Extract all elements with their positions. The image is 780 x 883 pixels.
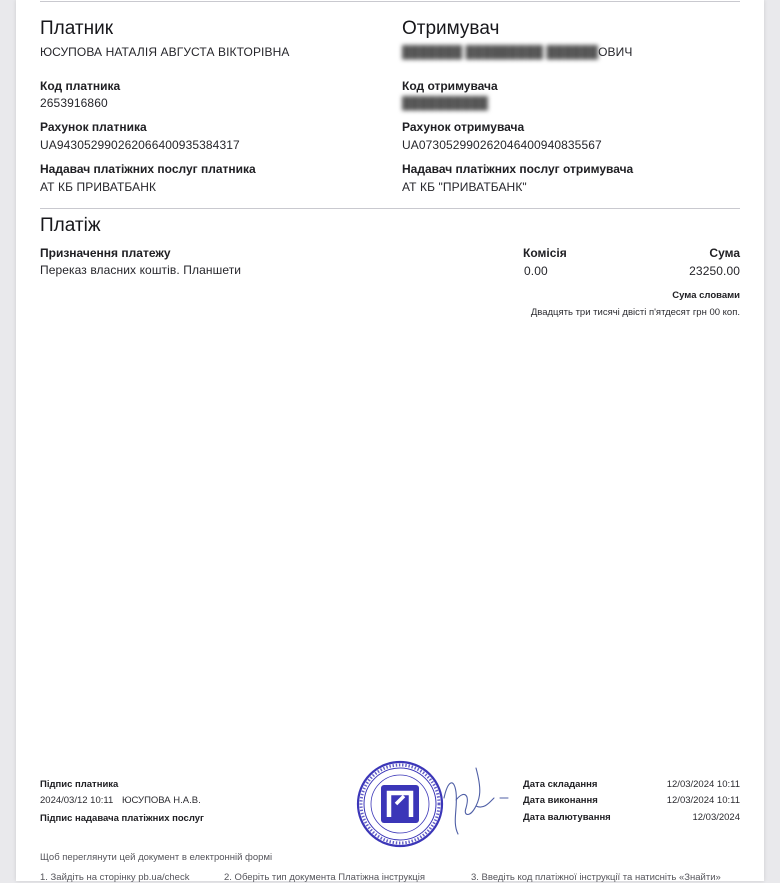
footer-step-2: 2. Оберіть тип документа Платіжна інструкція (224, 872, 425, 883)
bank-stamp-seal (356, 760, 444, 848)
date-created-value: 12/03/2024 10:11 (666, 779, 740, 790)
date-executed-value: 12/03/2024 10:11 (666, 795, 740, 806)
recipient-name-suffix: ОВИЧ (598, 45, 633, 59)
date-value-value: 12/03/2024 (692, 812, 740, 823)
view-note: Щоб переглянути цей документ в електронній формі (40, 852, 273, 863)
payer-heading: Платник (40, 18, 114, 39)
amount-words-value: Двадцять три тисячі двісті п'ятдесят грн 00 коп. (530, 307, 740, 318)
payer-code-label: Код платника (40, 79, 121, 93)
payer-code: 2653916860 (40, 96, 108, 110)
section-divider (40, 208, 740, 209)
signature-graphic (436, 760, 516, 840)
recipient-code-redacted: ██████████ (402, 96, 489, 110)
payment-document (16, 0, 764, 881)
recipient-name-redacted: ███████ █████████ ██████ (402, 45, 599, 59)
commission-label: Комісія (523, 246, 567, 260)
payer-account-label: Рахунок платника (40, 120, 147, 134)
recipient-name (402, 45, 633, 59)
date-created-label: Дата складання (523, 779, 598, 790)
recipient-heading: Отримувач (402, 18, 500, 39)
payer-account: UA943052990262066400935384317 (40, 138, 240, 152)
provider-signature-label: Підпис надавача платіжних послуг (40, 813, 204, 824)
top-divider (40, 1, 740, 2)
payer-name: ЮСУПОВА НАТАЛІЯ АВГУСТА ВІКТОРІВНА (40, 45, 290, 59)
payment-heading: Платіж (40, 215, 101, 236)
recipient-account: UA073052990262046400940835567 (402, 138, 602, 152)
date-executed-label: Дата виконання (523, 795, 598, 806)
payer-signature-label: Підпис платника (40, 779, 119, 790)
stamp-graphic (356, 760, 444, 848)
footer-step-3: 3. Введіть код платіжної інструкції та натисніть «Знайти» (471, 872, 721, 883)
payer-provider-label: Надавач платіжних послуг платника (40, 162, 256, 176)
purpose-label: Призначення платежу (40, 246, 171, 260)
amount-value: 23250.00 (689, 264, 740, 278)
payer-signature-name: ЮСУПОВА Н.А.В. (122, 795, 201, 806)
payer-provider: АТ КБ ПРИВАТБАНК (40, 180, 157, 194)
purpose-value: Переказ власних коштів. Планшети (40, 263, 242, 277)
recipient-account-label: Рахунок отримувача (402, 120, 525, 134)
date-value-label: Дата валютування (523, 812, 611, 823)
amount-label: Сума (709, 246, 740, 260)
recipient-code-label: Код отримувача (402, 79, 498, 93)
footer-step-1: 1. Зайдіть на сторінку pb.ua/check (40, 872, 190, 883)
payer-signature-datetime: 2024/03/12 10:11 (40, 795, 114, 806)
recipient-provider-label: Надавач платіжних послуг отримувача (402, 162, 634, 176)
commission-value: 0.00 (524, 264, 548, 278)
amount-words-label: Сума словами (672, 290, 740, 301)
handwritten-signature (436, 760, 516, 840)
recipient-provider: АТ КБ "ПРИВАТБАНК" (402, 180, 527, 194)
